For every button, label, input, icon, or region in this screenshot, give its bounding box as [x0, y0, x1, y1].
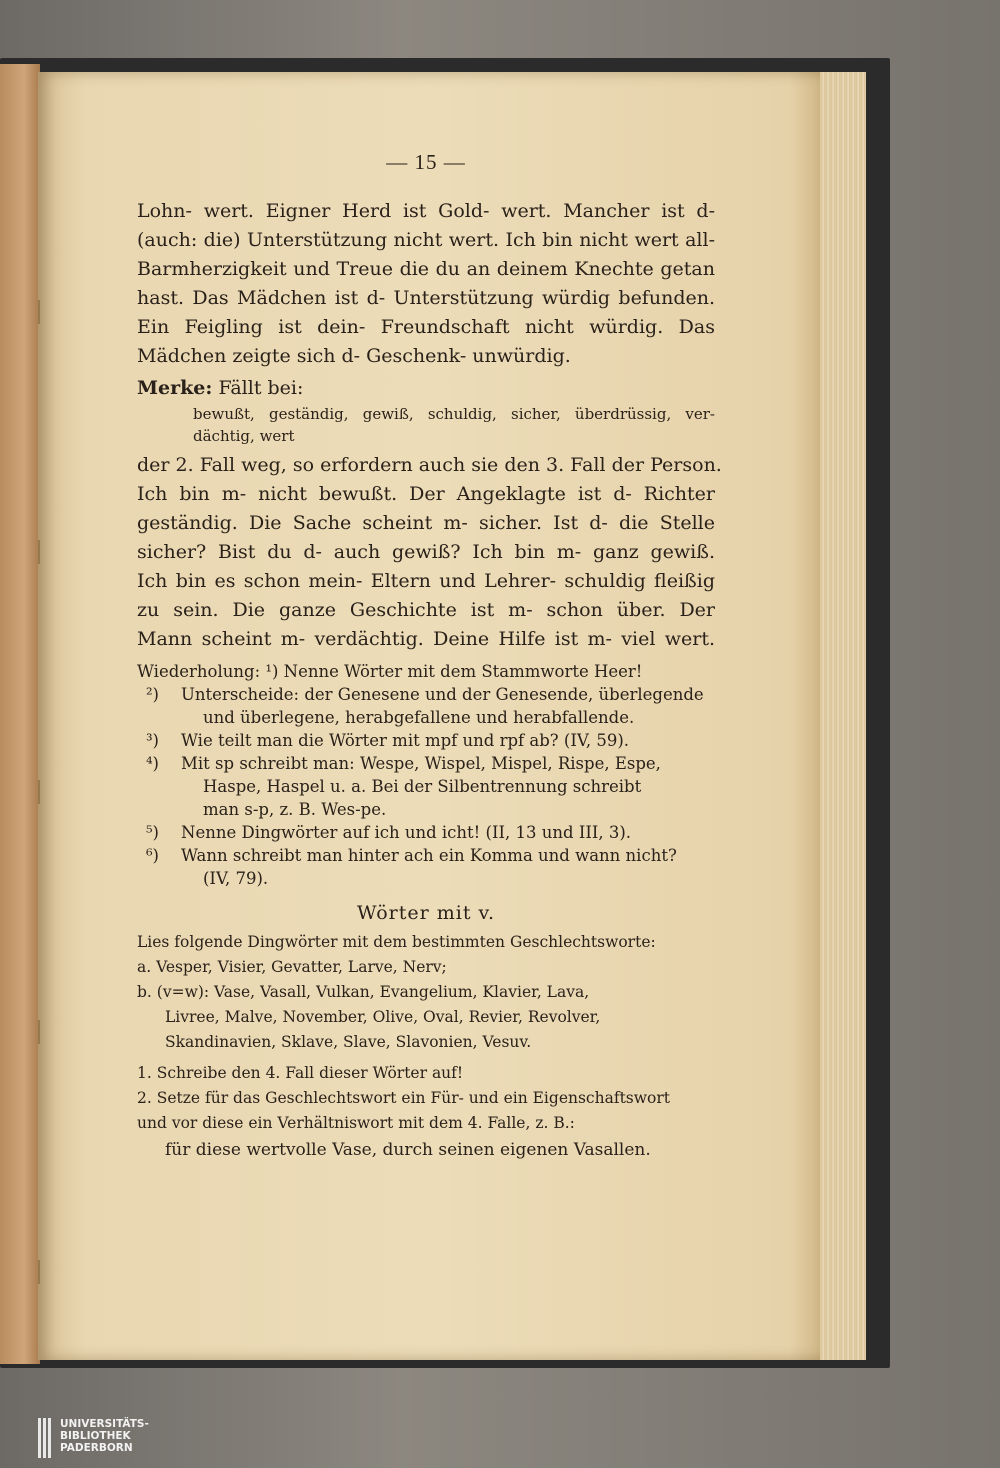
text-line: geständig. Die Sache scheint m- sicher. Ist d- die Stelle	[137, 512, 715, 534]
library-logo-text	[60, 1418, 149, 1454]
repetition-item: Wie teilt man die Wörter mit mpf und rpf ab? (IV, 59).	[181, 731, 630, 750]
repetition-item: Mit sp schreibt man: Wespe, Wispel, Mispel, Rispe, Espe,	[181, 754, 661, 773]
repetition-line: Haspe, Haspel u. a. Bei der Silbentrennung schreibt	[203, 777, 642, 796]
merke-text: Fällt bei:	[218, 377, 304, 399]
library-logo-icon	[38, 1418, 56, 1458]
repetition-item: Wann schreibt man hinter ach ein Komma und wann nicht?	[181, 846, 677, 865]
task-2: und vor diese ein Verhältniswort mit dem 4. Falle, z. B.:	[137, 1114, 575, 1132]
repetition-line	[137, 821, 715, 844]
merke-list-line: dächtig, wert	[193, 427, 295, 445]
merke-line	[137, 373, 715, 403]
binding-stitch	[38, 540, 50, 564]
word-list-a: a. Vesper, Visier, Gevatter, Larve, Nerv;	[137, 958, 447, 976]
text-line: Mädchen zeigte sich d- Geschenk- unwürdig.	[137, 345, 571, 367]
text-line: Barmherzigkeit und Treue die du an deinem Knechte getan	[137, 258, 715, 280]
word-list-b: Livree, Malve, November, Olive, Oval, Revier, Revolver,	[165, 1008, 601, 1026]
task-2: 2. Setze für das Geschlechtswort ein Für- und ein Eigenschaftswort	[137, 1089, 670, 1107]
repetition-line	[137, 729, 715, 752]
repetition-line: (IV, 79).	[203, 869, 269, 888]
repetition-number: ⁴)	[145, 754, 159, 773]
task-1: 1. Schreibe den 4. Fall dieser Wörter auf!	[137, 1064, 464, 1082]
repetition-line	[137, 683, 715, 706]
repetition-line: man s-p, z. B. Wes-pe.	[203, 800, 387, 819]
binding-stitch	[38, 300, 50, 324]
text-line: Lohn- wert. Eigner Herd ist Gold- wert. Mancher ist d-	[137, 200, 715, 222]
text-line: zu sein. Die ganze Geschichte ist m- schon über. Der	[137, 599, 715, 621]
library-logo-line: PADERBORN	[60, 1442, 133, 1454]
text-line: der 2. Fall weg, so erfordern auch sie den 3. Fall der Person.	[137, 454, 722, 476]
example-line: für diese wertvolle Vase, durch seinen eigenen Vasallen.	[165, 1140, 651, 1160]
repetition-line	[137, 752, 715, 775]
repetition-line: und überlegene, herabgefallene und herabfallende.	[203, 708, 635, 727]
repetition-number: ⁵)	[145, 823, 159, 842]
page-content	[137, 150, 722, 1164]
exercise-intro: Lies folgende Dingwörter mit dem bestimmten Geschlechtsworte:	[137, 933, 656, 951]
previous-page-edge	[0, 64, 40, 1364]
text-line: Ich bin es schon mein- Eltern und Lehrer- schuldig fleißig	[137, 570, 715, 592]
repetition-line	[137, 844, 715, 867]
repetition-item: Nenne Dingwörter auf ich und icht! (II, 13 und III, 3).	[181, 823, 632, 842]
page-edges	[820, 72, 866, 1360]
repetition-line	[137, 660, 715, 683]
library-logo-line: BIBLIOTHEK	[60, 1430, 131, 1442]
repetition-label: Wiederholung:	[137, 662, 261, 681]
text-line: sicher? Bist du d- auch gewiß? Ich bin m- ganz gewiß.	[137, 541, 715, 563]
binding-stitch	[38, 1020, 50, 1044]
merke-list-line: bewußt, geständig, gewiß, schuldig, sicher, überdrüssig, ver-	[193, 405, 715, 423]
repetition-item: Unterscheide: der Genesene und der Genesende, überlegende	[181, 685, 704, 704]
library-logo-line: UNIVERSITÄTS-	[60, 1418, 149, 1430]
library-logo	[38, 1418, 198, 1458]
repetition-number: ⁶)	[145, 846, 159, 865]
text-line: hast. Das Mädchen ist d- Unterstützung würdig befunden.	[137, 287, 715, 309]
repetition-item: ¹) Nenne Wörter mit dem Stammworte Heer!	[265, 662, 643, 681]
page-number: — 15 —	[386, 150, 466, 174]
text-line: Mann scheint m- verdächtig. Deine Hilfe ist m- viel wert.	[137, 628, 715, 650]
word-list-b: Skandinavien, Sklave, Slave, Slavonien, Vesuv.	[165, 1033, 532, 1051]
word-list-b: b. (v=w): Vase, Vasall, Vulkan, Evangelium, Klavier, Lava,	[137, 983, 590, 1001]
text-line: (auch: die) Unterstützung nicht wert. Ich bin nicht wert all-	[137, 229, 715, 251]
repetition-number: ²)	[145, 685, 159, 704]
text-line: Ich bin m- nicht bewußt. Der Angeklagte ist d- Richter	[137, 483, 715, 505]
repetition-number: ³)	[145, 731, 159, 750]
merke-label: Merke:	[137, 377, 213, 399]
binding-stitch	[38, 780, 50, 804]
text-line: Ein Feigling ist dein- Freundschaft nicht würdig. Das	[137, 316, 715, 338]
section-heading: Wörter mit v.	[356, 902, 496, 924]
binding-stitch	[38, 1260, 50, 1284]
